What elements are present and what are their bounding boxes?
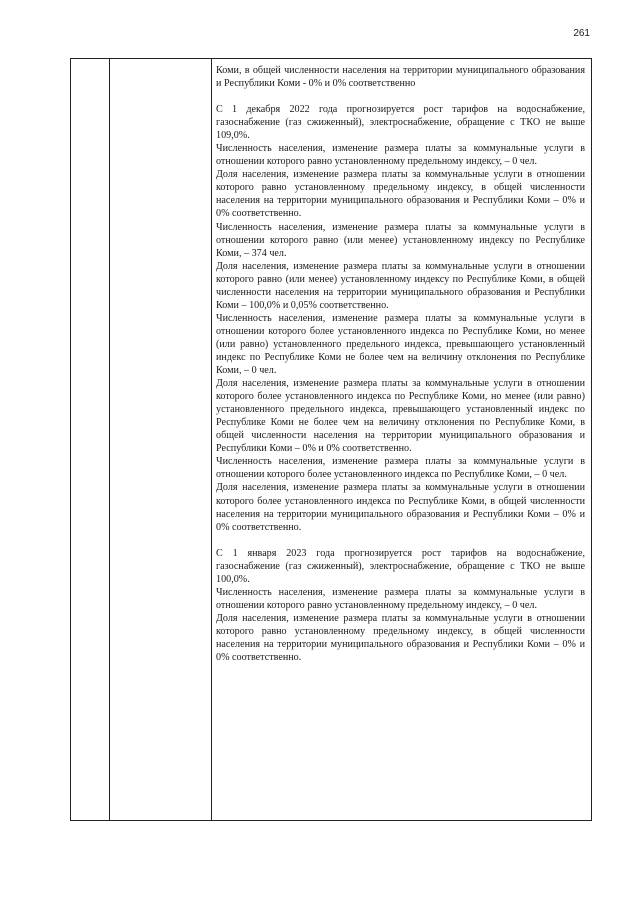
paragraph: Доля населения, изменение размера платы за коммунальные услуги в отношении которого равно (или менее) установленному индексу по Республике Коми, в общей численности населения на территории муниципального образования и Республики Коми – 100,0% и 0,05% соответственно. [216,260,585,311]
paragraph: Численность населения, изменение размера платы за коммунальные услуги в отношении которого равно (или менее) установленному индексу по Республике Коми, – 374 чел. [216,221,585,259]
paragraph: Доля населения, изменение размера платы за коммунальные услуги в отношении которого равно установленному предельному индексу, в общей численности населения на территории муниципального образования и Республики Коми – 0% и 0% соответственно. [216,169,585,220]
content-table [70,58,592,821]
paragraph: Численность населения, изменение размера платы за коммунальные услуги в отношении которого более установленного индекса по Республике Коми, – 0 чел. [216,456,585,481]
paragraph: Численность населения, изменение размера платы за коммунальные услуги в отношении которого равно установленному предельному индексу, – 0 чел. [216,143,585,168]
column-divider [109,59,110,820]
paragraph: Численность населения, изменение размера платы за коммунальные услуги в отношении которого равно установленному предельному индексу, – 0 чел. [216,586,585,611]
paragraph: Коми, в общей численности населения на территории муниципального образования и Республики Коми - 0% и 0% соответственно [216,65,585,90]
paragraph: Численность населения, изменение размера платы за коммунальные услуги в отношении которого более установленного индекса по Республике Коми, но менее (или равно) установленного предельного индекса, превышающего установленный индекс по Республике Коми не более чем на величину отклонения по Республике Коми, – 0 чел. [216,312,585,377]
paragraph: Доля населения, изменение размера платы за коммунальные услуги в отношении которого более установленного индекса по Республике Коми, но менее (или равно) установленного предельного индекса, превышающего установленный индекс по Республике Коми не более чем на величину отклонения по Республике Коми, в общей численности населения на территории муниципального образования и Республики Коми – 0% и 0% соответственно. [216,378,585,455]
page-number: 261 [573,28,590,39]
paragraph: С 1 декабря 2022 года прогнозируется рост тарифов на водоснабжение, газоснабжение (газ сжиженный), электроснабжение, обращение с ТКО не выше 109,0%. [216,104,585,142]
paragraph: Доля населения, изменение размера платы за коммунальные услуги в отношении которого более установленного индекса по Республике Коми, в общей численности населения на территории муниципального образования и Республики Коми – 0% и 0% соответственно. [216,482,585,533]
table-text-cell [216,64,585,664]
paragraph: Доля населения, изменение размера платы за коммунальные услуги в отношении которого равно установленному предельному индексу, в общей численности населения на территории муниципального образования и Республики Коми – 0% и 0% соответственно. [216,612,585,664]
paragraph: С 1 января 2023 года прогнозируется рост тарифов на водоснабжение, газоснабжение (газ сжиженный), электроснабжение, обращение с ТКО не выше 100,0%. [216,547,585,585]
column-divider [211,59,212,820]
